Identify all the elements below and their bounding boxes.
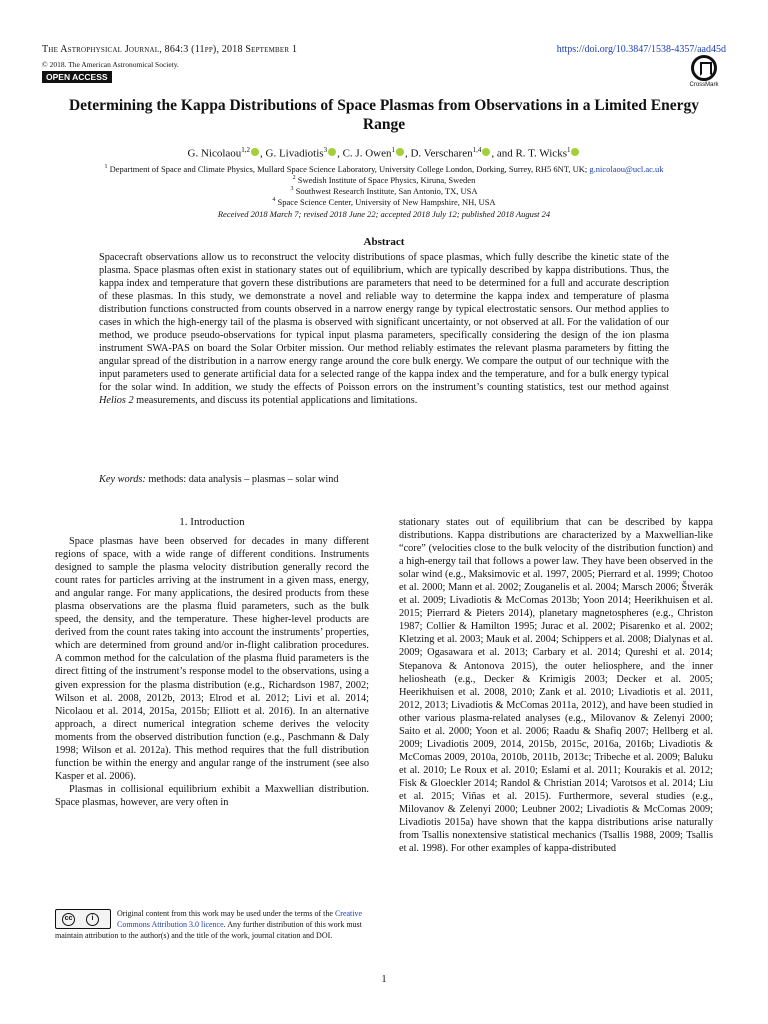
- author-name: G. Nicolaou: [187, 147, 242, 160]
- abstract-heading: Abstract: [363, 236, 405, 248]
- page-number: 1: [381, 974, 387, 985]
- intro-paragraph-2: Plasmas in collisional equilibrium exhibit a Maxwellian distribution. Space plasmas, however, are very often in: [55, 783, 369, 808]
- orcid-icon[interactable]: [251, 148, 259, 156]
- author-name: C. J. Owen: [342, 147, 392, 160]
- keywords: [99, 474, 669, 485]
- left-column: [55, 535, 369, 809]
- orcid-icon[interactable]: [571, 148, 579, 156]
- copyright-line: © 2018. The American Astronomical Society.: [42, 60, 179, 69]
- intro-paragraph-1: Space plasmas have been observed for decades in many different regions of space, with a wide range of different conditions. Instruments designed to sample the plasma velocity distribution generally record the count rates for particles arriving at the instrument in a given mass, energy, and angular range. For many applications, the desired products from these plasma observations are the plasma fluid parameters, such as the bulk speed, the density, and the temperature. These higher-level products are derived from the count rates taking into account the instruments’ properties, which are determined from ground and/or in-flight calibration procedures. A common method for the calculation of the plasma fluid parameters is the direct fitting of the instrument’s response model to the observations, using a given expression for the plasma distribution (e.g., Richardson 1987, 2002; Wilson et al. 2008, 2012b, 2013; Elrod et al. 2012; Livi et al. 2014; Nicolaou et al. 2014, 2015a, 2015b; Elliott et al. 2016). In an alternative approach, a direct numerical integration scheme derives the velocity moments from the observed distribution function (e.g., Paschmann & Daly 1998; Wilson et al. 2012a). This method requires that the full distribution function be within the energy and angular range of the instrument (see also Kasper et al. 2006).: [55, 536, 369, 782]
- crossmark-label: CrossMark: [689, 82, 719, 88]
- orcid-icon[interactable]: [328, 148, 336, 156]
- author-affiliation-marker: 1: [391, 146, 395, 154]
- author-name: D. Verscharen: [410, 147, 473, 160]
- author-list: G. Nicolaou$^{1,2}$ , G. Livadiotis$^3$ , C. J. Owen$^1$ , D. Verscharen$^{1,4}$ , and R. T. Wicks$^1$: [40, 146, 728, 160]
- cc-by-badge[interactable]: [55, 909, 111, 929]
- right-column: [399, 516, 713, 855]
- intro-paragraph-continued: stationary states out of equilibrium that can be described by kappa distributions. Kappa distributions are characterized by a Maxwellian-like “core” (velocities close to the bulk velocity of the distribution function) and a high-energy tail that follows a power law. They have been observed in the solar wind (e.g., Maksimovic et al. 1997, 2005; Pierrard et al. 1999; Chotoo et al. 2000; Mann et al. 2002; Zouganelis et al. 2004; Marsch 2006; Štverák et al. 2009; Livadiotis & McComas 2013b; Yoon 2014; Heerikhuisen et al. 2015; Pierrard & Pieters 2014), planetary magnetospheres (e.g., Christon 1987; Collier & Hamilton 1995; Jurac et al. 2002; Pisarenko et al. 2002; Kletzing et al. 2003; Mauk et al. 2004; Schippers et al. 2008; Dialynas et al. 2009; Ogasawara et al. 2013; Carbary et al. 2014; Qureshi et al. 2014; Stepanova & Antonova 2015), the outer heliosphere, and the inner heliosheath (e.g., Decker & Krimigis 2003; Decker et al. 2005; Heerikhuisen et al. 2008, 2010; Zank et al. 2010; Livadiotis et al. 2011, 2012, 2013; Livadiotis & McComas 2011a, 2012), and have been studied in other various plasma-related analyses (e.g., Milovanov & Zelenyi 2000; Saito et al. 2000; Yoon et al. 2006; Raadu & Shafiq 2007; Hellberg et al. 2009; Livadiotis 2009, 2014, 2015b, 2015c, 2016a, 2016b; Livadiotis & McComas 2009, 2010a, 2010b, 2011b, 2013c; Tribeche et al. 2009; Baluku et al. 2010; Le Roux et al. 2010; Eslami et al. 2011; Kourakis et al. 2012; Fisk & Gloeckler 2014; Randol & Christian 2014; Varotsos et al. 2014; Liu et al. 2015; Viñas et al. 2015). Furthermore, several studies (e.g., Milovanov & Zelenyi 2000; Leubner 2002; Livadiotis & McComas 2009; Livadiotis 2015a) have shown that the kappa distributions arise naturally from Tsallis nonextensive statistical mechanics (Tsallis 1988, 2009; Tsallis et al. 1998). For other examples of kappa-distributed: [399, 517, 713, 855]
- author-name: R. T. Wicks: [515, 147, 567, 160]
- affiliation-3: $^3$ Southwest Research Institute, San Antonio, TX, USA: [290, 185, 478, 196]
- publication-dates: Received 2018 March 7; revised 2018 June 22; accepted 2018 July 12; published 2018 August 24: [217, 209, 551, 219]
- section-heading: 1. Introduction: [179, 516, 245, 528]
- open-access-badge: OPEN ACCESS: [42, 71, 112, 83]
- author-affiliation-marker: 1: [566, 146, 571, 154]
- affiliation-2: $^2$ Swedish Institute of Space Physics, Kiruna, Sweden: [292, 174, 476, 185]
- cc-icon: cc: [62, 913, 75, 926]
- keywords-label: Key words:: [99, 474, 146, 485]
- affiliation-1: $^1$ Department of Space and Climate Physics, Mullard Space Science Laboratory, University College London, Dorking, Surrey, RH5 6NT, UK; g.nicolaou@ucl.ac.uk: [104, 163, 664, 174]
- paper-title: Determining the Kappa Distributions of Space Plasmas from Observations in a Limited Energy Range: [68, 97, 700, 133]
- journal-citation: The Astrophysical Journal, 864:3 (11pp), 2018 September 1: [42, 44, 298, 55]
- license-note: cc i Original content from this work may be used under the terms of the Creative Commons Attribution 3.0 licence. Any further distribution of this work must maintain attribution to the author(s) and the title of the work, journal citation and DOI.: [55, 909, 363, 940]
- abstract-text: Spacecraft observations allow us to reconstruct the velocity distributions of space plasmas, which fully describe the kinetic state of the plasma. Space plasmas often exist in stationary states out of equilibrium, which are typically described by kappa distributions. Thus, the kappa index and temperature that govern these distributions are parameters that need to be determined for a full and accurate description of these plasmas. In this study, we demonstrate a novel and reliable way to determine the kappa index and temperature of plasma distribution functions constructed from counts observed in a narrow energy range by typical electrostatic sensors. Our method applies to cases in which the high-energy tail of the plasma is observed with significant uncertainty, or not observed at all. For the validation of our method, we produce pseudo-observations for typical input plasma parameters, specifically considering the design of the ion plasma instrument SWA-PAS on board the Solar Orbiter mission. Our method reliably estimates the relevant plasma parameters by fitting the angular spread of the distribution in a narrow energy range around the core bulk energy. We compare the output of our technique with the input parameters used to generate artificial data for a selected range of the kappa index and the temperature, and for a bulk energy typical for the solar wind. In addition, we study the effects of Poisson errors on the instrument’s counting statistics, test our method against Helios 2 measurements, and discuss its potential applications and limitations.: [99, 252, 669, 406]
- doi-link[interactable]: https://doi.org/10.3847/1538-4357/aad45d: [556, 44, 726, 55]
- orcid-icon[interactable]: [396, 148, 404, 156]
- license-link[interactable]: Creative Commons Attribution 3.0 licence: [117, 909, 363, 929]
- author-affiliation-marker: 1,4: [472, 146, 482, 154]
- crossmark-logo[interactable]: [682, 55, 726, 88]
- attribution-icon: i: [86, 913, 99, 926]
- keywords-text: methods: data analysis – plasmas – solar wind: [148, 474, 339, 485]
- author-affiliation-marker: 3: [323, 146, 328, 154]
- author-email-link[interactable]: g.nicolaou@ucl.ac.uk: [589, 163, 664, 174]
- author-affiliation-marker: 1,2: [241, 146, 251, 154]
- author-name: G. Livadiotis: [265, 147, 324, 160]
- orcid-icon[interactable]: [482, 148, 490, 156]
- affiliation-4: $^4$ Space Science Center, University of New Hampshire, NH, USA: [272, 196, 496, 207]
- crossmark-icon: [691, 55, 717, 81]
